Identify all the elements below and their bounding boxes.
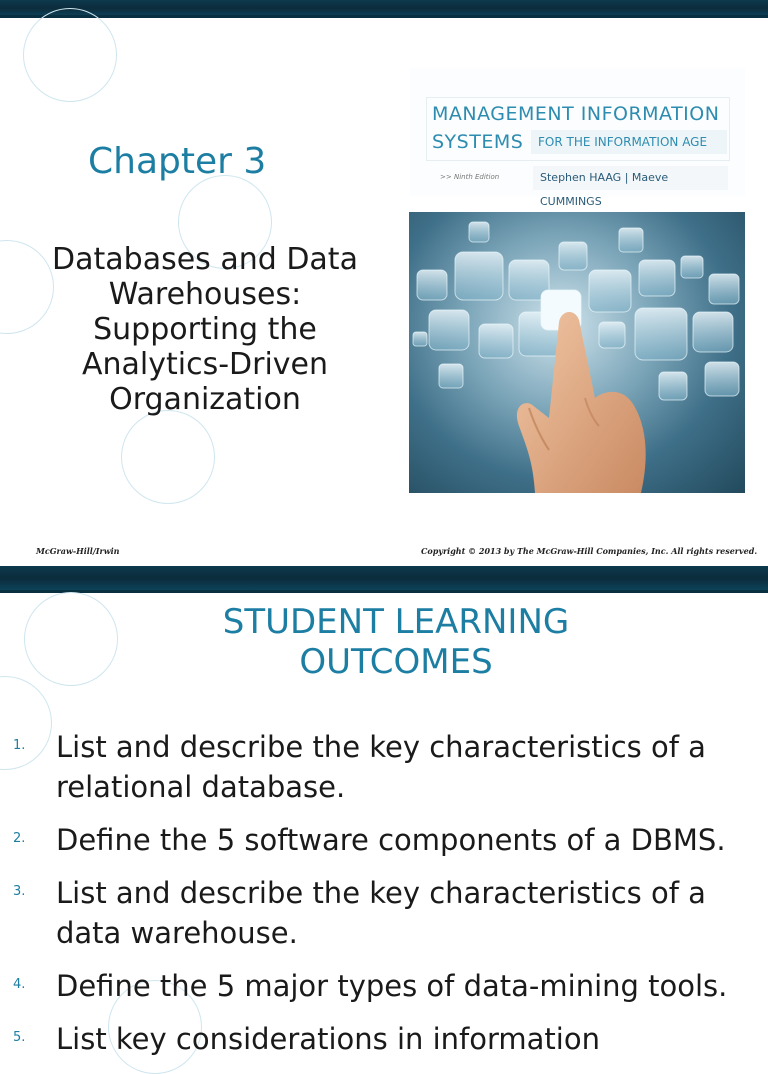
book-title-line1: MANAGEMENT INFORMATION xyxy=(432,103,720,125)
list-item-text: Define the 5 major types of data-mining tools. xyxy=(56,969,728,1003)
decorative-circle xyxy=(121,410,215,504)
list-item-text: List key considerations in information xyxy=(56,1022,600,1056)
touchscreen-hand-image xyxy=(409,212,745,493)
book-edition: >> Ninth Edition xyxy=(440,173,500,181)
list-number: 4. xyxy=(13,977,26,992)
list-item xyxy=(0,873,768,953)
list-item xyxy=(0,727,768,807)
list-item-text: List and describe the key characteristics of a relational database. xyxy=(56,730,706,804)
learning-outcomes-slide xyxy=(0,566,768,1056)
copyright-footer: Copyright © 2013 by The McGraw-Hill Companies, Inc. All rights reserved. xyxy=(421,546,758,556)
decorative-circle xyxy=(23,8,117,102)
list-item xyxy=(0,820,768,860)
book-tagline: FOR THE INFORMATION AGE xyxy=(531,130,727,154)
list-item-text: Define the 5 software components of a DBMS. xyxy=(56,823,726,857)
book-authors: Stephen HAAG | Maeve CUMMINGS xyxy=(533,166,728,190)
chapter-subtitle: Databases and Data Warehouses: Supporting the Analytics-Driven Organization xyxy=(52,242,358,417)
publisher-footer: McGraw-Hill/Irwin xyxy=(36,546,120,556)
list-number: 5. xyxy=(13,1030,26,1045)
list-number: 1. xyxy=(13,738,26,753)
outcomes-list xyxy=(0,727,768,1072)
decorative-circle xyxy=(24,592,118,686)
book-title-line2: SYSTEMS xyxy=(432,131,524,153)
list-number: 2. xyxy=(13,831,26,846)
chapter-heading: Chapter 3 xyxy=(88,141,267,182)
slide-header-bar xyxy=(0,566,768,593)
outcomes-title: STUDENT LEARNING OUTCOMES xyxy=(222,602,570,682)
list-item-text: List and describe the key characteristics of a data warehouse. xyxy=(56,876,706,950)
slide-header-bar xyxy=(0,0,768,18)
list-item xyxy=(0,966,768,1006)
list-item xyxy=(0,1019,768,1059)
list-number: 3. xyxy=(13,884,26,899)
